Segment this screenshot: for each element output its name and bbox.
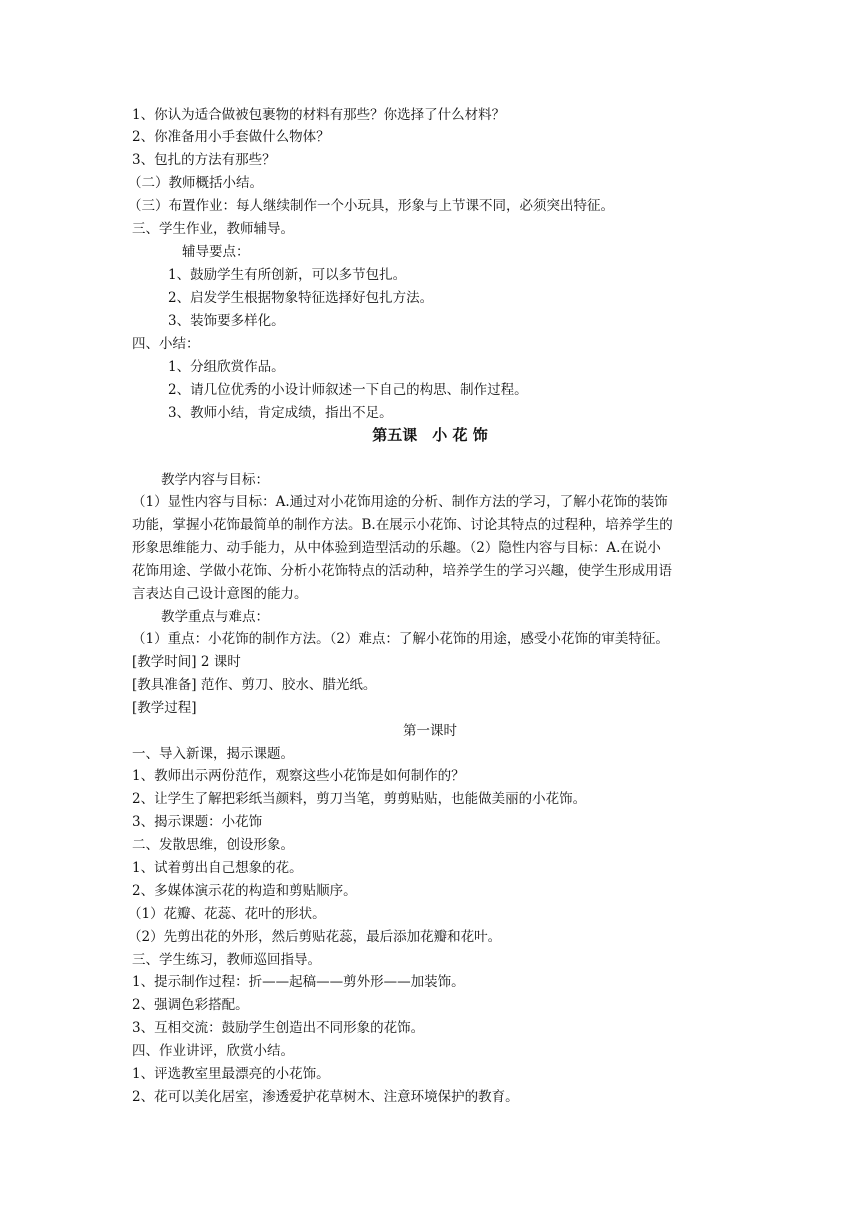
text-line: 3、互相交流：鼓励学生创造出不同形象的花饰。 — [132, 1020, 425, 1036]
text-line: 3、教师小结，肯定成绩，指出不足。 — [168, 405, 393, 421]
text-line: 2、启发学生根据物象特征选择好包扎方法。 — [168, 290, 434, 306]
text-line: 1、你认为适合做被包裹物的材料有那些？你选择了什么材料？ — [132, 107, 506, 123]
text-line: 2、你准备用小手套做什么物体？ — [132, 129, 330, 145]
lesson-title: 第五课 小 花 饰 — [372, 426, 488, 444]
text-line: 四、作业讲评，欣赏小结。 — [132, 1043, 294, 1059]
text-line: 3、揭示课题：小花饰 — [132, 814, 263, 830]
text-line: （2）先剪出花的外形，然后剪贴花蕊，最后添加花瓣和花叶。 — [128, 929, 502, 945]
text-line: 2、请几位优秀的小设计师叙述一下自己的构思、制作过程。 — [168, 382, 528, 398]
text-line: 1、分组欣赏作品。 — [168, 359, 285, 375]
text-line: [教学时间] 2 课时 — [132, 654, 241, 670]
text-line: 1、提示制作过程：折——起稿——剪外形——加装饰。 — [132, 974, 465, 990]
text-line: （三）布置作业：每人继续制作一个小玩具，形象与上节课不同，必须突出特征。 — [128, 198, 614, 214]
text-line: 3、装饰要多样化。 — [168, 313, 285, 329]
period-title: 第一课时 — [403, 723, 457, 739]
text-line: 一、导入新课，揭示课题。 — [132, 746, 294, 762]
text-line: 辅导要点： — [182, 244, 250, 260]
text-line: （1）花瓣、花蕊、花叶的形状。 — [128, 906, 326, 922]
text-line: （二）教师概括小结。 — [128, 175, 263, 191]
text-line: 1、评选教室里最漂亮的小花饰。 — [132, 1066, 330, 1082]
text-line: [教学过程] — [132, 700, 197, 716]
text-line: 1、教师出示两份范作，观察这些小花饰是如何制作的？ — [132, 768, 465, 784]
text-line: 2、花可以美化居室，渗透爱护花草树木、注意环境保护的教育。 — [132, 1089, 519, 1105]
text-line: 二、发散思维，创设形象。 — [132, 837, 294, 853]
text-line: 功能，掌握小花饰最简单的制作方法。B.在展示小花饰、讨论其特点的过程种，培养学生的 — [132, 517, 673, 533]
text-line: 四、小结： — [132, 336, 200, 352]
text-line: 形象思维能力、动手能力，从中体验到造型活动的乐趣。（2）隐性内容与目标：A.在说小 — [132, 540, 661, 556]
text-line: 2、多媒体演示花的构造和剪贴顺序。 — [132, 883, 357, 899]
text-line: 1、试着剪出自己想象的花。 — [132, 860, 303, 876]
text-line: 言表达自己设计意图的能力。 — [132, 586, 308, 602]
text-line: 三、学生练习，教师巡回指导。 — [132, 952, 321, 968]
text-line: 3、包扎的方法有那些？ — [132, 152, 276, 168]
text-line: 三、学生作业，教师辅导。 — [132, 221, 294, 237]
text-line: [教具准备] 范作、剪刀、胶水、腊光纸。 — [132, 677, 377, 693]
text-line: 花饰用途、学做小花饰、分析小花饰特点的活动种，培养学生的学习兴趣，使学生形成用语 — [132, 563, 672, 579]
text-line: 2、让学生了解把彩纸当颜料，剪刀当笔，剪剪贴贴，也能做美丽的小花饰。 — [132, 791, 587, 807]
text-line: 2、强调色彩搭配。 — [132, 997, 249, 1013]
text-line: 教学内容与目标： — [161, 472, 269, 488]
text-line: 1、鼓励学生有所创新，可以多节包扎。 — [168, 267, 407, 283]
text-line: （1）重点：小花饰的制作方法。（2）难点：了解小花饰的用途，感受小花饰的审美特征。 — [132, 631, 669, 647]
text-line: （1）显性内容与目标：A.通过对小花饰用途的分析、制作方法的学习，了解小花饰的装饰 — [132, 494, 668, 510]
text-line: 教学重点与难点： — [161, 609, 269, 625]
